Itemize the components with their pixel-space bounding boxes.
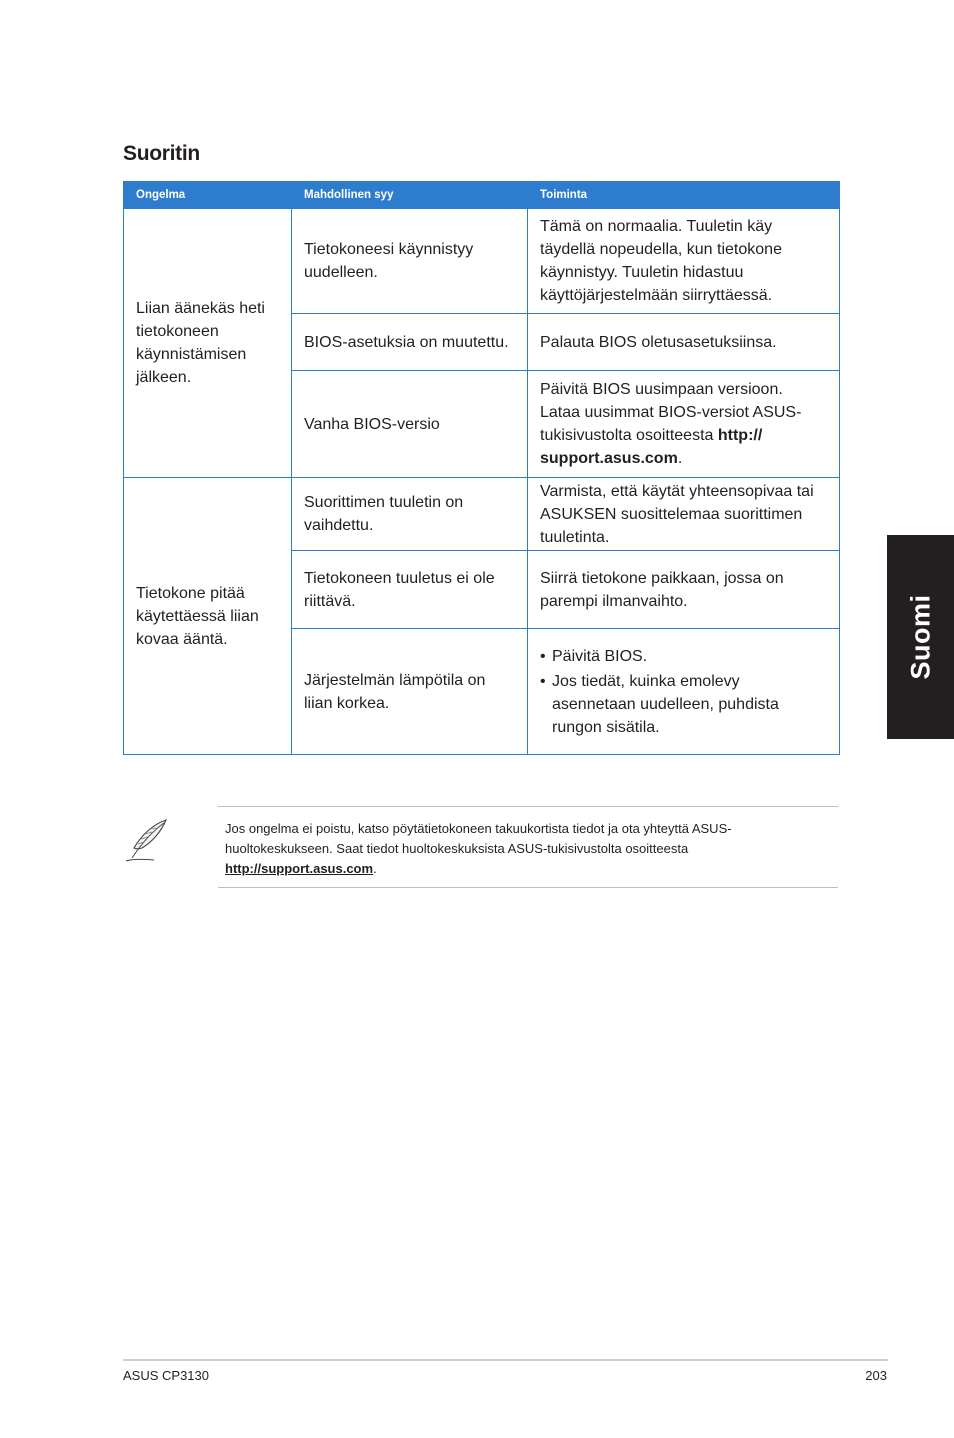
action-cell [528, 371, 840, 478]
action-bullet-list [540, 645, 827, 739]
cause-cell: Järjestelmän lämpötila on liian korkea. [292, 629, 528, 755]
bullet-item: • Päivitä BIOS. [540, 645, 827, 668]
feather-note-icon [124, 818, 170, 864]
cause-cell: BIOS-asetuksia on muutettu. [292, 314, 528, 371]
table-header-row [124, 182, 840, 209]
footer-divider [123, 1359, 888, 1361]
action-cell: Varmista, että käytät yhteensopivaa tai ASUKSEN suosittelemaa suorittimen tuuletinta. [528, 478, 840, 551]
action-cell: Tämä on normaalia. Tuuletin käy täydellä nopeudella, kun tietokone käynnistyy. Tuuletin hidastuu käyttöjärjestelmään siirryttäessä. [528, 209, 840, 314]
header-cause: Mahdollinen syy [292, 182, 528, 209]
action-cell: Palauta BIOS oletusasetuksiinsa. [528, 314, 840, 371]
cause-cell: Suorittimen tuuletin on vaihdettu. [292, 478, 528, 551]
page-number: 203 [865, 1368, 887, 1383]
action-end: . [677, 450, 683, 467]
cause-cell: Tietokoneesi käynnistyy uudelleen. [292, 209, 528, 314]
header-problem: Ongelma [124, 182, 292, 209]
bullet-item: • Jos tiedät, kuinka emolevy asennetaan uudelleen, puhdista rungon sisätila. [540, 670, 827, 739]
note-support-link[interactable]: http://support.asus.com [225, 861, 374, 876]
action-cell [528, 629, 840, 755]
language-side-tab [887, 535, 954, 739]
cause-cell: Tietokoneen tuuletus ei ole riittävä. [292, 551, 528, 629]
action-text: Päivitä BIOS uusimpaan versioon. Lataa uusimmat BIOS-versiot ASUS-tukisivustolta osoitteesta [540, 381, 802, 444]
header-action: Toiminta [528, 182, 840, 209]
table-row [124, 209, 840, 314]
footer-model: ASUS CP3130 [123, 1368, 209, 1383]
note-text [225, 819, 837, 879]
language-label: Suomi [905, 594, 935, 680]
table-row [124, 478, 840, 551]
troubleshooting-table [123, 181, 840, 755]
note-box [218, 806, 838, 888]
note-end: . [373, 861, 377, 876]
problem-cell: Liian äänekäs heti tietokoneen käynnistämisen jälkeen. [124, 209, 292, 478]
support-link[interactable]: http:// support.asus.com [540, 427, 763, 467]
cause-cell: Vanha BIOS-versio [292, 371, 528, 478]
note-body: Jos ongelma ei poistu, katso pöytätietokoneen takuukortista tiedot ja ota yhteyttä ASUS-huoltokeskukseen. Saat tiedot huoltokeskuksista ASUS-tukisivustolta osoitteesta [225, 821, 732, 856]
action-cell: Siirrä tietokone paikkaan, jossa on parempi ilmanvaihto. [528, 551, 840, 629]
section-title: Suoritin [123, 142, 200, 165]
problem-cell: Tietokone pitää käytettäessä liian kovaa ääntä. [124, 478, 292, 755]
